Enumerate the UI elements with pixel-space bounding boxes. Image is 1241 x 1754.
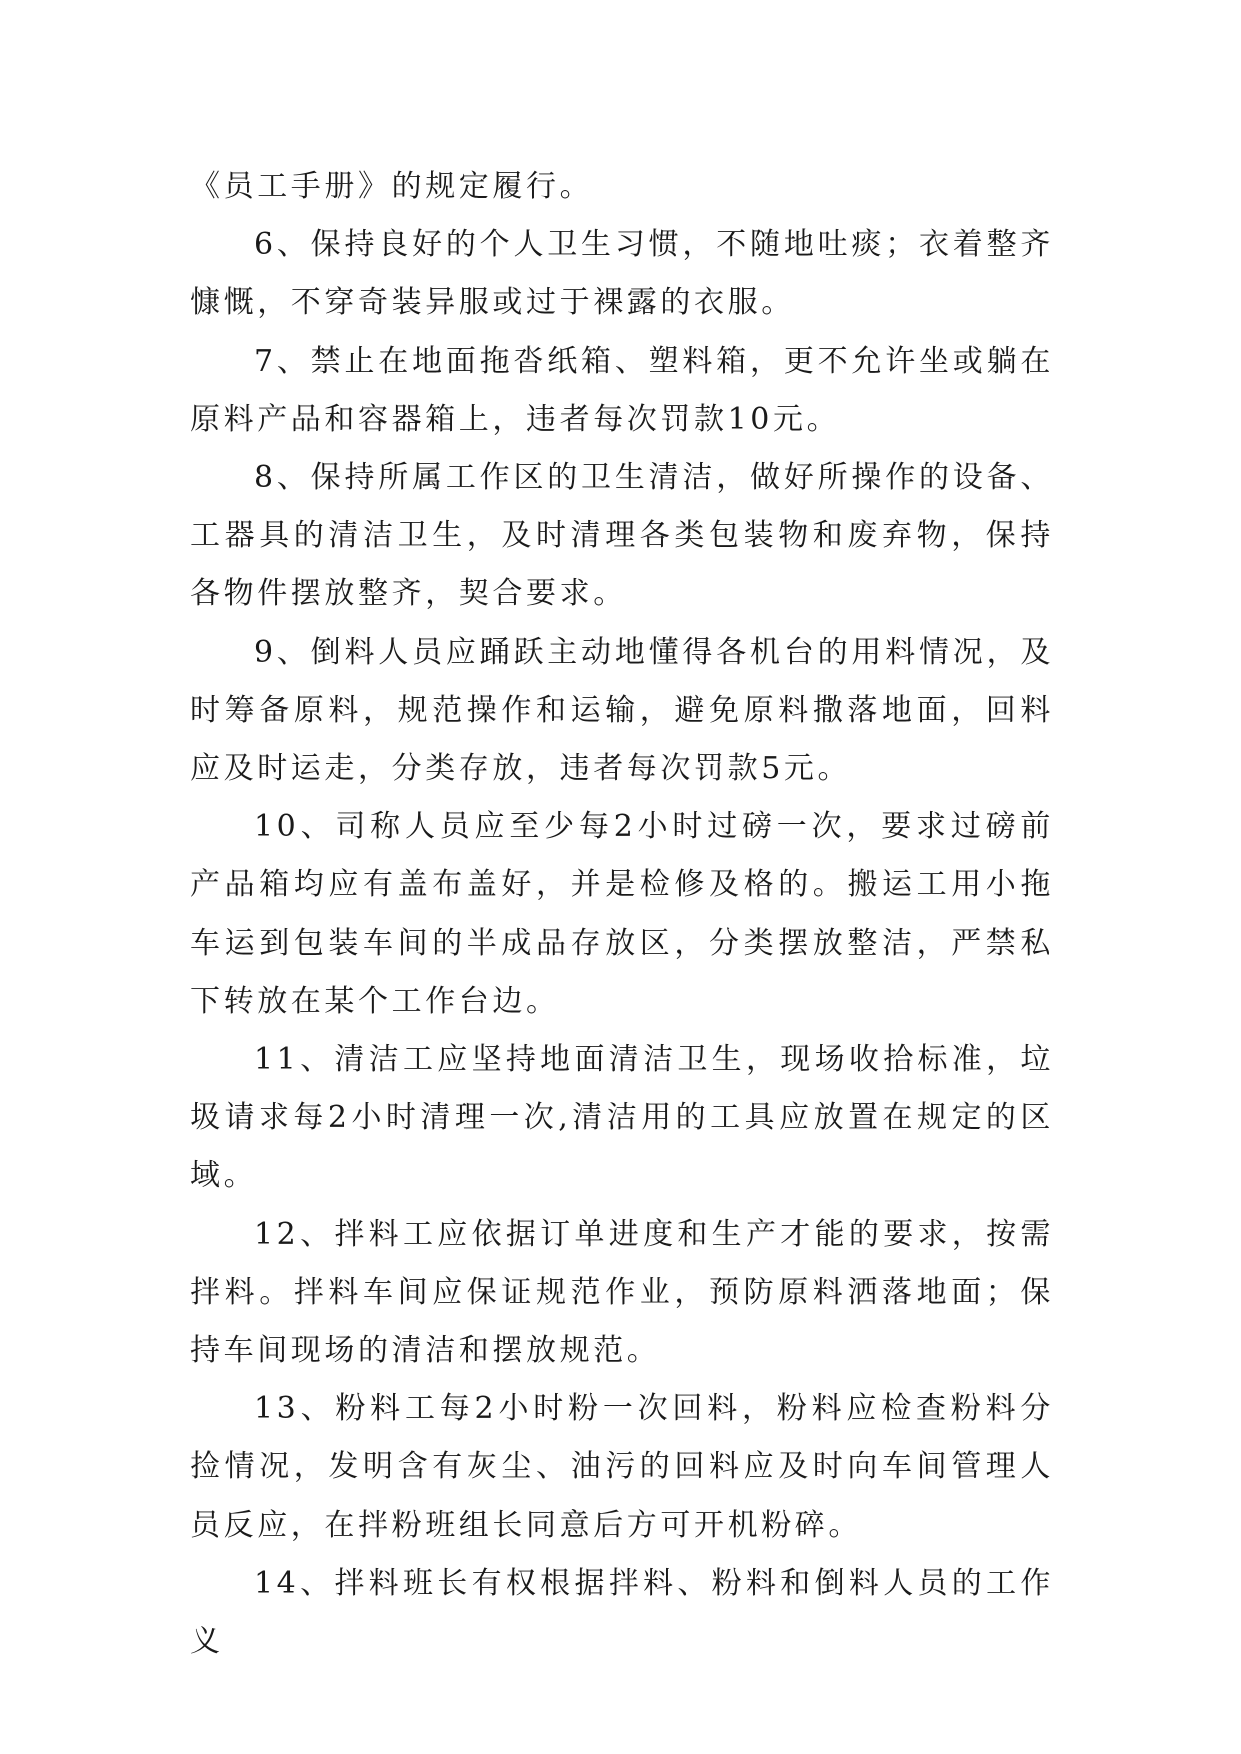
paragraph-item-6: 6、保持良好的个人卫生习惯，不随地吐痰；衣着整齐慷慨，不穿奇装异服或过于裸露的衣服。 <box>190 227 1054 321</box>
paragraph-item-10: 10、司称人员应至少每2小时过磅一次，要求过磅前产品箱均应有盖布盖好，并是检修及格的。搬运工用小拖车运到包装车间的半成品存放区，分类摆放整洁，严禁私下转放在某个工作台边。 <box>190 809 1054 1019</box>
paragraph-item-9: 9、倒料人员应踊跃主动地懂得各机台的用料情况，及时筹备原料，规范操作和运输，避免原料撒落地面，回料应及时运走，分类存放，违者每次罚款5元。 <box>190 634 1054 787</box>
document-body <box>190 158 1054 1671</box>
paragraph-item-11: 11、清洁工应坚持地面清洁卫生，现场收拾标准，垃圾请求每2小时清理一次,清洁用的工具应放置在规定的区域。 <box>190 1042 1054 1194</box>
paragraph-item-7: 7、禁止在地面拖沓纸箱、塑料箱，更不允许坐或躺在原料产品和容器箱上，违者每次罚款10元。 <box>190 343 1054 437</box>
paragraph-item-14: 14、拌料班长有权根据拌料、粉料和倒料人员的工作义 <box>190 1565 1054 1660</box>
paragraph-continuation: 《员工手册》的规定履行。 <box>190 169 594 204</box>
paragraph-item-12: 12、拌料工应依据订单进度和生产才能的要求，按需拌料。拌料车间应保证规范作业，预防原料洒落地面；保持车间现场的清洁和摆放规范。 <box>190 1216 1054 1369</box>
paragraph-item-8: 8、保持所属工作区的卫生清洁，做好所操作的设备、工器具的清洁卫生，及时清理各类包装物和废弃物，保持各物件摆放整齐，契合要求。 <box>190 460 1054 612</box>
paragraph-item-13: 13、粉料工每2小时粉一次回料，粉料应检查粉料分捡情况，发明含有灰尘、油污的回料应及时向车间管理人员反应，在拌粉班组长同意后方可开机粉碎。 <box>190 1391 1054 1543</box>
